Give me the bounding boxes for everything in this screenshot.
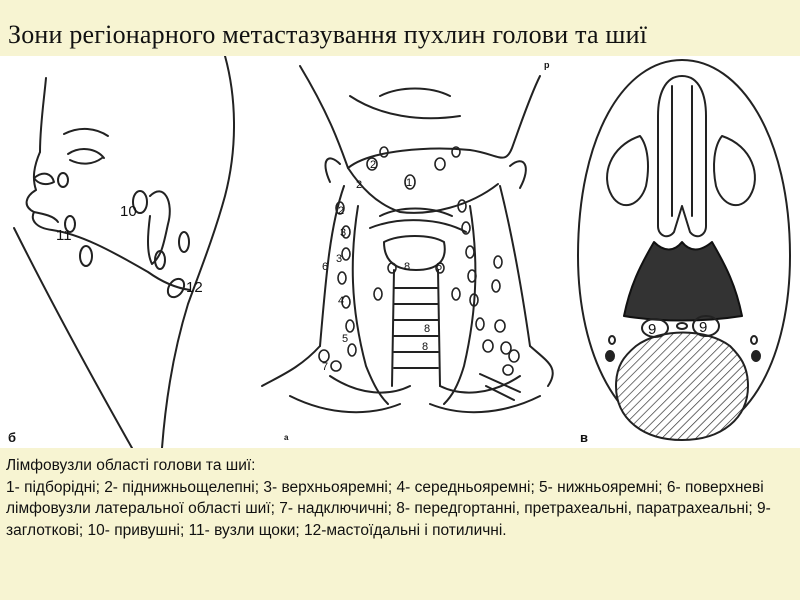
label-retropharyngeal-left: 9 <box>648 321 657 338</box>
figure-caption <box>6 455 794 541</box>
panel-label-v: в <box>580 430 588 445</box>
label-submental: 1 <box>406 177 413 189</box>
label-parotid: 10 <box>120 203 137 220</box>
side-view-head <box>14 56 234 448</box>
panel-label-b: б <box>8 430 17 445</box>
corner-mark: р <box>544 60 550 70</box>
slide-title: Зони регіонарного метастазування пухлин голови та шиї <box>8 20 648 49</box>
bottom-mark: а <box>284 433 289 442</box>
label-lateral-superficial-1: 6 <box>322 261 329 273</box>
label-lateral-superficial-2: 6 <box>436 261 443 273</box>
label-buccal: 11 <box>56 227 72 244</box>
diagram-svg <box>0 56 800 448</box>
label-prelaryngeal-1: 8 <box>404 261 411 273</box>
label-paratracheal: 8 <box>422 341 429 353</box>
label-mastoid: 12 <box>186 279 203 296</box>
lymph-node-zones-diagram <box>0 56 800 448</box>
front-view-neck <box>262 66 553 412</box>
label-submandibular-1: 2 <box>370 159 377 171</box>
label-upper-jugular-1: 3 <box>340 227 347 239</box>
caption-text: 1- підборідні; 2- піднижньощелепні; 3- верхньояремні; 4- середньояремні; 5- нижньояремні; 6- поверхневі лімфовузли латеральної області шиї; 7- надключичні; 8- передгортанні, претрахеальні, паратрахеальні; 9-заглоткові; 10- привушні; 11- вузли щоки; 12-мастоїдальні і потиличні. <box>6 478 771 539</box>
label-supraclavicular: 7 <box>322 361 329 373</box>
caption-heading: Лімфовузли області голови та шиї: <box>6 457 256 474</box>
label-submandibular-3: 2 <box>338 205 345 217</box>
label-submandibular-2: 2 <box>356 179 363 191</box>
label-middle-jugular: 4 <box>338 295 345 307</box>
label-pretracheal: 8 <box>424 323 431 335</box>
label-retropharyngeal-right: 9 <box>699 319 708 336</box>
cross-section <box>578 60 790 440</box>
label-upper-jugular-2: 3 <box>336 253 343 265</box>
label-lower-jugular: 5 <box>342 333 349 345</box>
